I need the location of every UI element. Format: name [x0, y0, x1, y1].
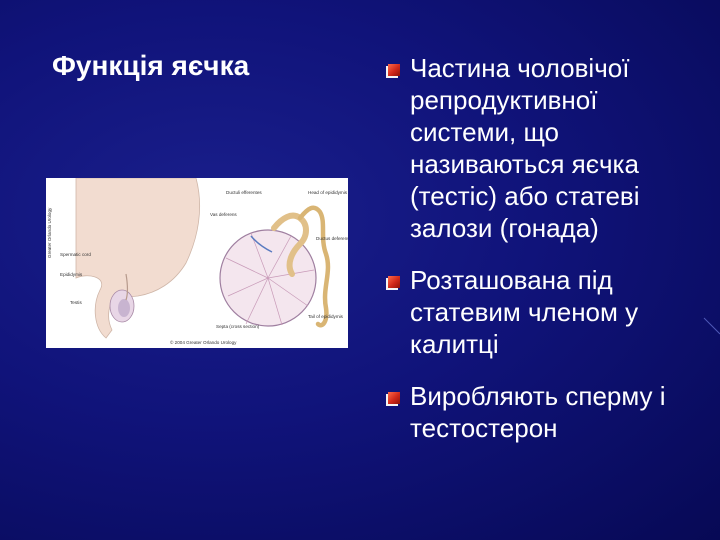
label-head-of-epididymis: Head of epididymis [308, 190, 348, 195]
label-ductus-deferens: Ductus deferens [316, 236, 348, 241]
bullet-text: Частина чоловічої репродуктивної системи, що називаються яєчка (тестіс) або статеві залози (гонада) [410, 53, 640, 243]
label-tail-of-epididymis: Tail of epididymis [308, 314, 343, 319]
slide-title: Функція яєчка [52, 50, 250, 81]
label-epididymis: Epididymis [60, 272, 83, 277]
label-septa: Septa (cross section) [216, 324, 260, 329]
figure-copyright: © 2004 Greater Orlando Urology [170, 340, 237, 345]
label-ductuli-efferentes: Ductuli efferentes [226, 190, 262, 195]
label-spermatic-cord: Spermatic cord [60, 252, 91, 257]
label-testis: Testis [70, 300, 82, 305]
bullet-text: Розташована під статевим членом у калитці [410, 265, 639, 359]
label-vas-deferens: Vas deferens [210, 212, 237, 217]
figure-side-caption: Greater Orlando Urology [47, 207, 52, 258]
bullet-text: Виробляють сперму і тестостерон [410, 381, 666, 443]
